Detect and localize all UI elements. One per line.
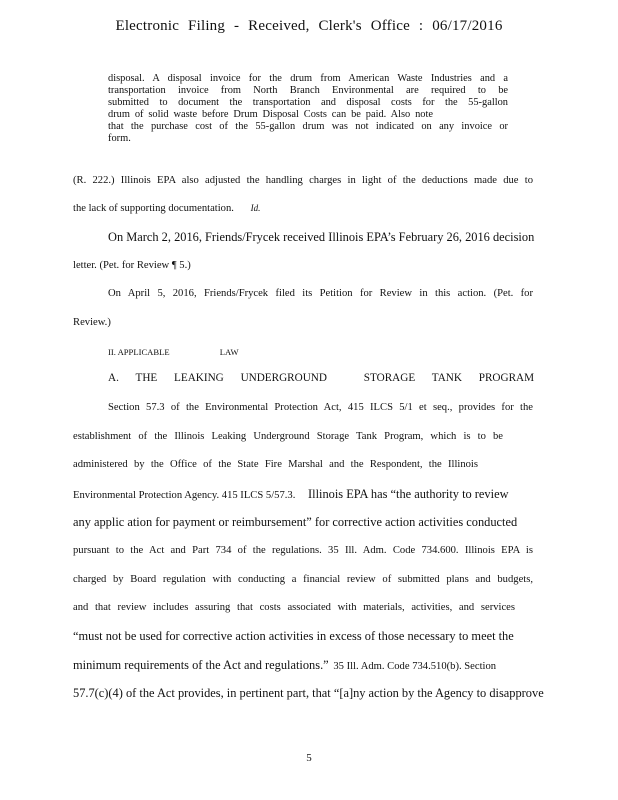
subsection-heading bbox=[108, 372, 548, 384]
paragraph-text: Environmental Protection Agency. 415 ILCS 5/57.3. bbox=[73, 490, 296, 501]
paragraph-line bbox=[73, 658, 533, 673]
quote-line: transportation invoice from North Branch Environmental are required to be bbox=[108, 85, 508, 96]
subsection-word: STORAGE bbox=[363, 372, 416, 384]
paragraph-text: minimum requirements of the Act and regulations.” bbox=[73, 658, 329, 672]
paragraph-line: On March 2, 2016, Friends/Frycek received Illinois EPA’s February 26, 2016 decision bbox=[108, 230, 535, 244]
subsection-letter: A. bbox=[108, 372, 119, 384]
quote-line: drum of solid waste before Drum Disposal Costs can be paid. Also note bbox=[108, 109, 433, 120]
paragraph-line: and that review includes assuring that costs associated with materials, activities, and services bbox=[73, 602, 515, 613]
paragraph-line: any applic ation for payment or reimbursement” for corrective action activities conducted bbox=[73, 515, 518, 529]
subsection-word: UNDERGROUND bbox=[240, 372, 327, 384]
subsection-word: PROGRAM bbox=[478, 372, 535, 384]
subsection-word: LEAKING bbox=[174, 372, 224, 384]
paragraph-text: the lack of supporting documentation. bbox=[73, 203, 234, 214]
paragraph-line: pursuant to the Act and Part 734 of the regulations. 35 Ill. Adm. Code 734.600. Illinois EPA is bbox=[73, 545, 533, 556]
subsection-word: TANK bbox=[431, 372, 462, 384]
quote-line: that the purchase cost of the 55-gallon drum was not indicated on any invoice or bbox=[108, 121, 508, 132]
section-number: II. bbox=[108, 347, 116, 357]
paragraph-line: Review.) bbox=[73, 317, 111, 328]
paragraph-text: Illinois EPA has “the authority to review bbox=[308, 487, 509, 501]
quote-line: form. bbox=[108, 133, 131, 144]
paragraph-line: On April 5, 2016, Friends/Frycek filed its Petition for Review in this action. (Pet. for bbox=[108, 288, 533, 299]
paragraph-line: 57.7(c)(4) of the Act provides, in pertinent part, that “[a]ny action by the Agency to disapprove bbox=[73, 686, 544, 700]
citation-id: Id. bbox=[250, 203, 261, 213]
subsection-word: THE bbox=[135, 372, 158, 384]
paragraph-line bbox=[73, 203, 273, 214]
paragraph-line bbox=[73, 487, 533, 502]
paragraph-line: establishment of the Illinois Leaking Underground Storage Tank Program, which is to be bbox=[73, 431, 503, 442]
block-quote bbox=[108, 73, 508, 145]
paragraph-line: letter. (Pet. for Review ¶ 5.) bbox=[73, 260, 191, 271]
paragraph-line: administered by the Office of the State Fire Marshal and the Respondent, the Illinois bbox=[73, 459, 478, 470]
paragraph-line: “must not be used for corrective action activities in excess of those necessary to meet the bbox=[73, 629, 514, 643]
paragraph-line: Section 57.3 of the Environmental Protection Act, 415 ILCS 5/1 et seq., provides for the bbox=[108, 402, 533, 413]
paragraph-line: (R. 222.) Illinois EPA also adjusted the handling charges in light of the deductions made due to bbox=[73, 175, 533, 186]
page-number: 5 bbox=[306, 752, 312, 764]
filing-header: Electronic Filing - Received, Clerk's Office : 06/17/2016 bbox=[115, 18, 503, 34]
quote-line: disposal. A disposal invoice for the drum from American Waste Industries and a bbox=[108, 73, 508, 84]
quote-line: submitted to document the transportation and disposal costs for the 55-gallon bbox=[108, 97, 508, 108]
section-heading bbox=[108, 347, 239, 357]
section-word: APPLICABLE bbox=[117, 347, 170, 357]
paragraph-line: charged by Board regulation with conducting a financial review of submitted plans and budgets, bbox=[73, 574, 533, 585]
paragraph-text: 35 Ill. Adm. Code 734.510(b). Section bbox=[333, 661, 497, 672]
section-word: LAW bbox=[219, 347, 239, 357]
